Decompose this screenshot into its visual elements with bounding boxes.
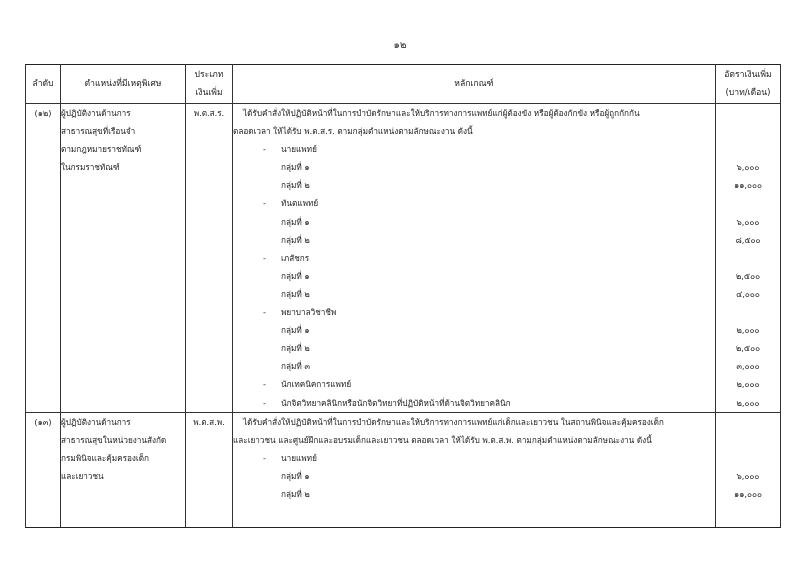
position-line: สาธารณสุขที่เรือนจำ	[61, 126, 136, 137]
row-allowance-type: พ.ต.ส.ร.	[186, 104, 233, 413]
row-criteria	[233, 412, 716, 527]
group-item: กลุ่มที่ ๒	[281, 288, 310, 299]
table-row	[26, 104, 781, 413]
group-item: กลุ่มที่ ๒	[281, 343, 310, 354]
header-rate-line1: อัตราเงินเพิ่ม	[724, 70, 772, 80]
category-item: - นักจิตวิทยาคลินิกหรือนักจิตวิทยาที่ปฏิบัติหน้าที่ด้านจิตวิทยาคลินิก	[263, 397, 511, 408]
header-allowance-type	[186, 65, 233, 104]
header-order: ลำดับ	[26, 65, 61, 104]
row-order: (๑๓)	[26, 412, 61, 527]
row-criteria	[233, 104, 716, 413]
criteria-intro: ได้รับคำสั่งให้ปฏิบัติหน้าที่ในการบำบัดรักษาและให้บริการทางการแพทย์แก่ผู้ต้องขัง หรือผู้ต้องกักขัง หรือผู้ถูกกักกัน	[243, 108, 640, 118]
category-item: - ทันตแพทย์	[263, 198, 319, 209]
group-item: กลุ่มที่ ๑	[281, 162, 310, 173]
position-line: สาธารณสุขในหน่วยงานสังกัด	[61, 434, 167, 445]
group-item: กลุ่มที่ ๓	[281, 361, 310, 372]
criteria-intro: ได้รับคำสั่งให้ปฏิบัติหน้าที่ในการบำบัดรักษาและให้บริการทางการแพทย์แก่เด็กและเยาวชน ในสถานพินิจและคุ้มครองเด็ก	[243, 416, 664, 427]
rate-value: ๘,๕๐๐	[735, 234, 761, 245]
rate-value: ๒,๐๐๐	[736, 325, 760, 336]
rate-value: ๖,๐๐๐	[736, 162, 760, 173]
category-item: - นายแพทย์	[263, 452, 317, 463]
category-item: - นักเทคนิคการแพทย์	[263, 379, 352, 390]
rate-value: ๖,๐๐๐	[736, 216, 760, 227]
header-criteria: หลักเกณฑ์	[233, 65, 716, 104]
group-item: กลุ่มที่ ๑	[281, 270, 310, 281]
row-position	[61, 104, 186, 413]
row-allowance-type: พ.ต.ส.พ.	[186, 412, 233, 527]
rate-value: ๖,๐๐๐	[736, 470, 760, 481]
row-order: (๑๒)	[26, 104, 61, 413]
position-line: ตามกฎหมายราชทัณฑ์	[61, 144, 142, 155]
category-item: - นายแพทย์	[263, 144, 317, 155]
position-line: ในกรมราชทัณฑ์	[61, 162, 120, 173]
position-line: ผู้ปฏิบัติงานด้านการ	[61, 108, 131, 118]
group-item: กลุ่มที่ ๑	[281, 470, 310, 481]
header-position: ตำแหน่งที่มีเหตุพิเศษ	[61, 65, 186, 104]
header-allowance-type-line2: เงินเพิ่ม	[195, 88, 223, 98]
position-line: กรมพินิจและคุ้มครองเด็ก	[61, 452, 149, 463]
header-rate	[716, 65, 781, 104]
group-item: กลุ่มที่ ๒	[281, 488, 310, 499]
row-position	[61, 412, 186, 527]
criteria-intro-cont: ตลอดเวลา ให้ได้รับ พ.ต.ส.ร. ตามกลุ่มตำแหน่งตามลักษณะงาน ดังนี้	[233, 126, 473, 137]
rate-value: ๒,๕๐๐	[735, 270, 761, 281]
table-row	[26, 412, 781, 527]
header-rate-line2: (บาท/เดือน)	[725, 88, 771, 98]
criteria-intro-cont: และเยาวชน และศูนย์ฝึกและอบรมเด็กและเยาวชน ตลอดเวลา ให้ได้รับ พ.ต.ส.พ. ตามกลุ่มตำแหน่งตามลักษณะงาน ดังนี้	[233, 434, 652, 445]
category-item: - เภสัชกร	[263, 252, 310, 263]
allowance-table	[25, 64, 781, 528]
position-line: ผู้ปฏิบัติงานด้านการ	[61, 416, 131, 427]
rate-value: ๒,๐๐๐	[736, 379, 760, 390]
page-number: ๑๒	[393, 40, 407, 51]
rate-value: ๑๑,๐๐๐	[734, 488, 762, 499]
category-item: - พยาบาลวิชาชีพ	[263, 307, 337, 318]
rate-value: ๔,๐๐๐	[736, 288, 760, 299]
position-line: และเยาวชน	[61, 470, 104, 481]
group-item: กลุ่มที่ ๑	[281, 325, 310, 336]
group-item: กลุ่มที่ ๒	[281, 180, 310, 191]
rate-value: ๒,๐๐๐	[736, 397, 760, 408]
row-rates	[716, 104, 781, 413]
table-header-row	[26, 65, 781, 104]
header-allowance-type-line1: ประเภท	[194, 70, 224, 80]
rate-value: ๓,๐๐๐	[736, 361, 760, 372]
rate-value: ๑๑,๐๐๐	[734, 180, 762, 191]
group-item: กลุ่มที่ ๑	[281, 216, 310, 227]
rate-value: ๒,๕๐๐	[735, 343, 761, 354]
group-item: กลุ่มที่ ๒	[281, 234, 310, 245]
row-rates	[716, 412, 781, 527]
